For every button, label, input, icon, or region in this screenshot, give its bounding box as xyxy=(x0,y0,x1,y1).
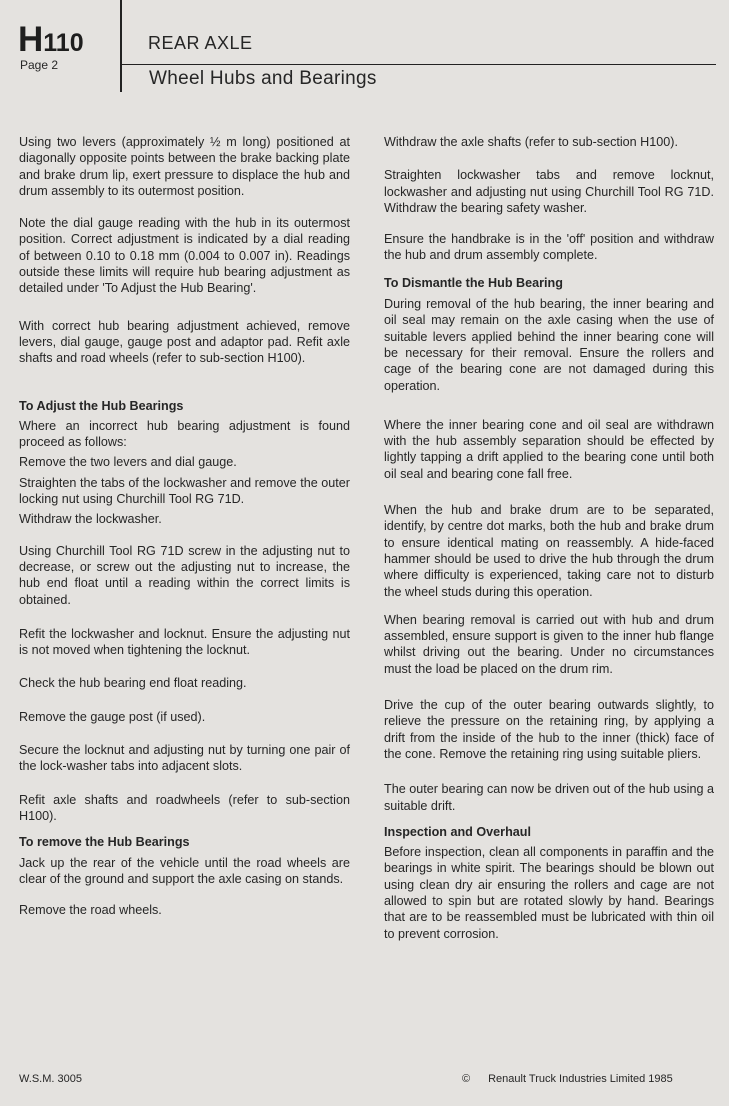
subheading-remove: To remove the Hub Bearings xyxy=(19,835,190,850)
paragraph: Ensure the handbrake is in the 'off' position and withdraw the hub and drum assembly complete. xyxy=(384,232,714,263)
header-horizontal-divider xyxy=(122,64,716,65)
paragraph: Withdraw the lockwasher. xyxy=(19,512,162,527)
paragraph: Remove the road wheels. xyxy=(19,903,162,918)
paragraph: When bearing removal is carried out with hub and drum assembled, ensure support is given to the inner hub flange whilst driving out the bearing. Under no circumstances must the load be placed on the drum rim. xyxy=(384,612,714,676)
footer-copyright xyxy=(462,1073,673,1085)
copyright-text: Renault Truck Industries Limited 1985 xyxy=(488,1073,673,1085)
paragraph: Using two levers (approximately ½ m long) positioned at diagonally opposite points between the brake backing plate and brake drum lip, exert pressure to displace the hub and drum assembly to its outermost position. xyxy=(19,135,350,198)
paragraph: Remove the gauge post (if used). xyxy=(19,709,206,724)
paragraph: Straighten lockwasher tabs and remove locknut, lockwasher and adjusting nut using Churchill Tool RG 71D. Withdraw the bearing safety washer. xyxy=(384,168,714,215)
paragraph: With correct hub bearing adjustment achieved, remove levers, dial gauge, gauge post and adaptor pad. Refit axle shafts and road wheels (refer to sub-section H100). xyxy=(19,318,350,366)
paragraph: Refit the lockwasher and locknut. Ensure the adjusting nut is not moved when tightening the locknut. xyxy=(19,626,350,658)
page-title: Wheel Hubs and Bearings xyxy=(149,68,377,89)
paragraph: Drive the cup of the outer bearing outwards slightly, to relieve the pressure on the retaining ring, by applying a drift from the inside of the hub to the inner (thick) face of the cone. Remove the retaining ring using suitable pliers. xyxy=(384,698,714,761)
right-column xyxy=(384,134,714,942)
subheading-adjust: To Adjust the Hub Bearings xyxy=(19,398,184,413)
section-code xyxy=(18,20,84,60)
page-number: Page 2 xyxy=(20,58,59,72)
header-vertical-divider xyxy=(120,0,122,92)
paragraph: Where the inner bearing cone and oil seal are withdrawn with the hub assembly separation should be effected by lightly tapping a drift applied to the bearing cone until both oil seal and bearing cone fall free. xyxy=(384,417,714,481)
paragraph: Before inspection, clean all components in paraffin and the bearings in white spirit. The bearings should be blown out using clean dry air ensuring the rollers and cage are not allowed to spin but are rotated slowly by hand. Bearings that are to be reassembled must be lubricated with thin oil to prevent corrosion. xyxy=(384,845,714,941)
section-code-letter: H xyxy=(18,20,44,59)
paragraph: Using Churchill Tool RG 71D screw in the adjusting nut to decrease, or screw out the adjusting nut to increase, the hub end float until a reading within the correct limits is obtained. xyxy=(19,543,350,607)
paragraph: Check the hub bearing end float reading. xyxy=(19,676,247,691)
paragraph: Where an incorrect hub bearing adjustment is found proceed as follows: xyxy=(19,418,350,450)
paragraph: Remove the two levers and dial gauge. xyxy=(19,455,237,470)
copyright-symbol: © xyxy=(462,1073,471,1085)
paragraph: Withdraw the axle shafts (refer to sub-section H100). xyxy=(384,135,678,149)
section-code-number: 110 xyxy=(43,29,84,57)
paragraph: The outer bearing can now be driven out of the hub using a suitable drift. xyxy=(384,782,714,813)
paragraph: Secure the locknut and adjusting nut by turning one pair of the lock-washer tabs into adjacent slots. xyxy=(19,743,350,774)
subheading-inspection: Inspection and Overhaul xyxy=(384,824,531,839)
paragraph: Refit axle shafts and roadwheels (refer to sub-section H100). xyxy=(19,792,350,823)
subheading-dismantle: To Dismantle the Hub Bearing xyxy=(384,275,563,290)
paragraph: Jack up the rear of the vehicle until the road wheels are clear of the ground and support the axle casing on stands. xyxy=(19,855,350,886)
section-heading: REAR AXLE xyxy=(148,33,253,53)
paragraph: During removal of the hub bearing, the inner bearing and oil seal may remain on the axle casing when the use of suitable levers applied behind the inner bearing cone will be necessary for their removal. Ensure the rollers and cage of the bearing cone are not damaged during this operation. xyxy=(384,297,714,393)
paragraph: Note the dial gauge reading with the hub in its outermost position. Correct adjustment is indicated by a dial reading of between 0.10 to 0.18 mm (0.004 to 0.007 in). Readings outside these limits will require hub bearing adjustment as detailed under 'To Adjust the Hub Bearing'. xyxy=(19,216,350,296)
footer-reference: W.S.M. 3005 xyxy=(19,1073,82,1085)
paragraph: Straighten the tabs of the lockwasher and remove the outer locking nut using Churchill Tool RG 71D. xyxy=(19,475,350,507)
left-column xyxy=(19,134,350,918)
paragraph: When the hub and brake drum are to be separated, identify, by centre dot marks, both the hub and brake drum to ensure identical mating on reassembly. A hide-faced hammer should be used to drive the hub through the drum where difficulty is experienced, taking care not to disturb the wheel studs during this operation. xyxy=(384,503,714,599)
